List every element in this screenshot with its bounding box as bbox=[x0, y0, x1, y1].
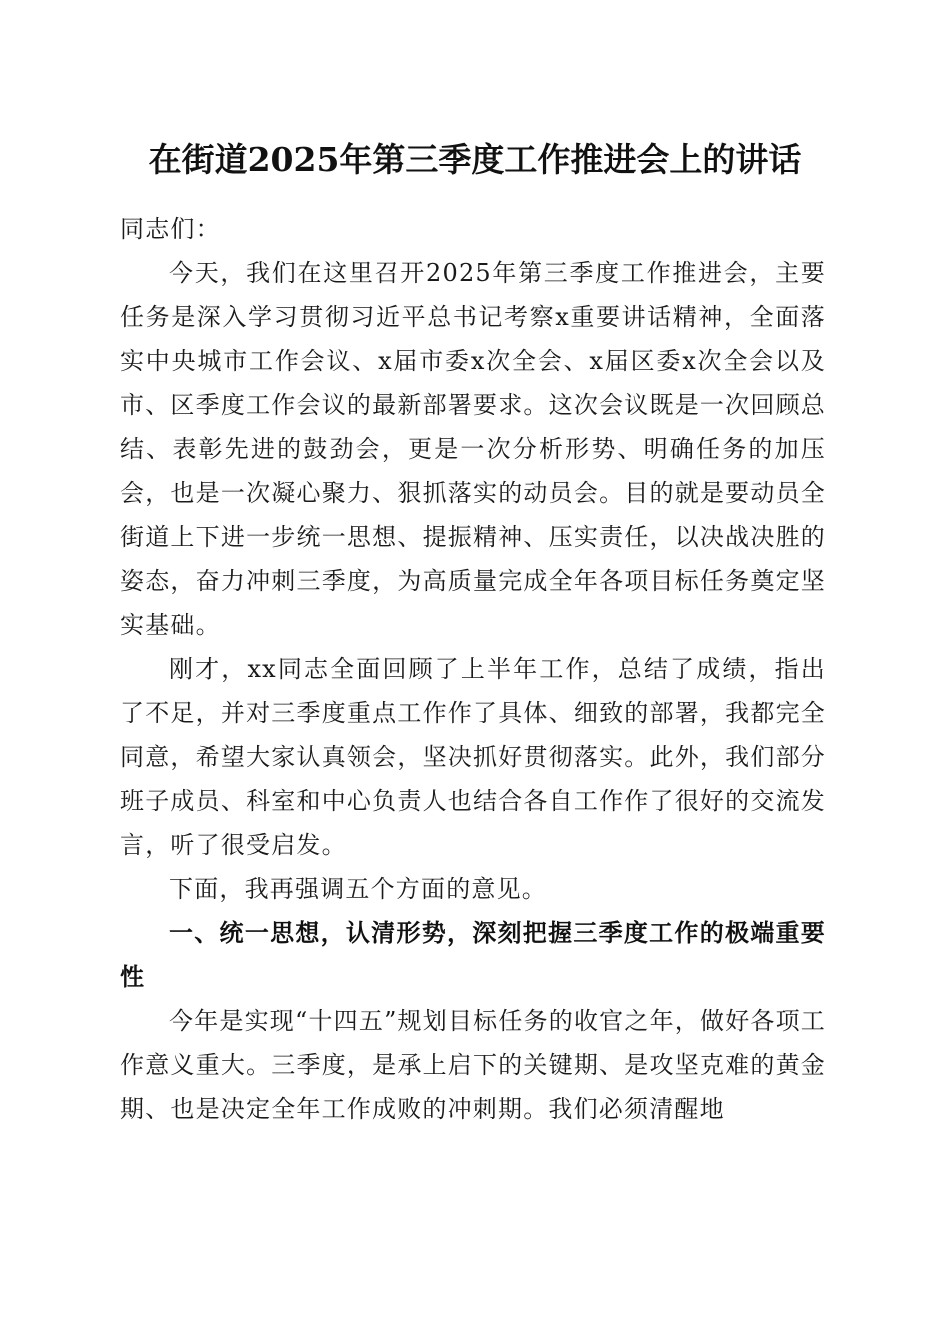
paragraph-opening: 今天，我们在这里召开2025年第三季度工作推进会，主要任务是深入学习贯彻习近平总书记考察x重要讲话精神，全面落实中央城市工作会议、x届市委x次全会、x届区委x次全会以及市、区季度工作会议的最新部署要求。这次会议既是一次回顾总结、表彰先进的鼓劲会，更是一次分析形势、明确任务的加压会，也是一次凝心聚力、狠抓落实的动员会。目的就是要动员全街道上下进一步统一思想、提振精神、压实责任，以决战决胜的姿态，奋力冲刺三季度，为高质量完成全年各项目标任务奠定坚实基础。 bbox=[120, 259, 826, 639]
section-heading-1: 一、统一思想，认清形势，深刻把握三季度工作的极端重要性 bbox=[120, 919, 826, 991]
paragraph-transition: 下面，我再强调五个方面的意见。 bbox=[169, 875, 547, 903]
document-body bbox=[120, 207, 826, 1131]
section-1-paragraph: 今年是实现“十四五”规划目标任务的收官之年，做好各项工作意义重大。三季度，是承上启下的关键期、是攻坚克难的黄金期、也是决定全年工作成败的冲刺期。我们必须清醒地 bbox=[120, 1007, 826, 1123]
paragraph-review: 刚才，xx同志全面回顾了上半年工作，总结了成绩，指出了不足，并对三季度重点工作作了具体、细致的部署，我都完全同意，希望大家认真领会，坚决抓好贯彻落实。此外，我们部分班子成员、科室和中心负责人也结合各自工作作了很好的交流发言，听了很受启发。 bbox=[120, 655, 826, 859]
salutation: 同志们： bbox=[120, 215, 221, 243]
document-title: 在街道2025年第三季度工作推进会上的讲话 bbox=[148, 140, 802, 179]
